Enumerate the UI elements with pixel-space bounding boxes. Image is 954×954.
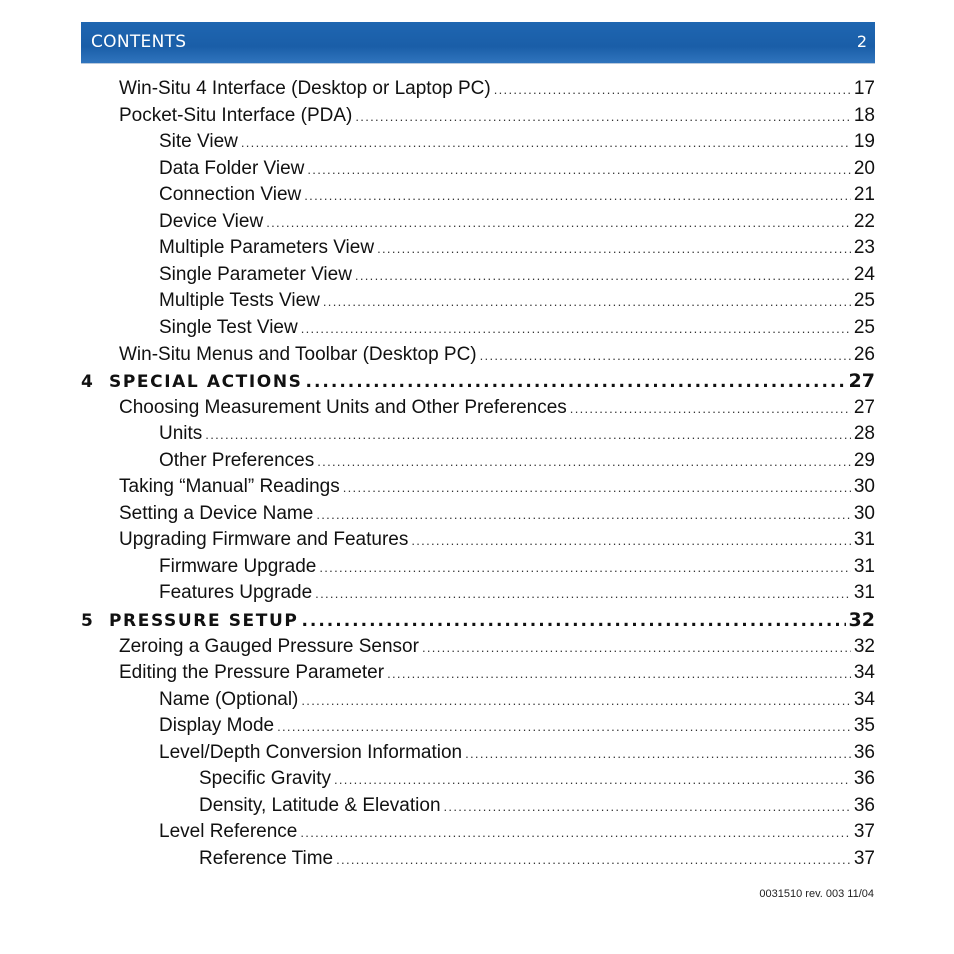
toc-entry-label: Reference Time (199, 848, 334, 869)
toc-page-number: 27 (853, 397, 875, 418)
toc-entry-label: Device View (159, 211, 264, 232)
dot-leader (205, 422, 851, 448)
dot-leader (422, 635, 851, 661)
toc-entry-row[interactable] (159, 315, 875, 341)
dot-leader (316, 502, 851, 528)
toc-entry-label: Multiple Parameters View (159, 237, 375, 258)
toc-entry-label: SPECIAL ACTIONS (109, 372, 303, 392)
dot-leader (319, 555, 851, 581)
toc-page-number: 36 (853, 768, 875, 789)
dot-leader (444, 794, 851, 820)
toc-page-number: 31 (853, 556, 875, 577)
dot-leader (301, 688, 850, 714)
header-page-number: 2 (856, 32, 867, 51)
dot-leader (343, 475, 851, 501)
toc-entry-label: Density, Latitude & Elevation (199, 795, 441, 816)
toc-entry-label: Single Test View (159, 317, 298, 338)
dot-leader (315, 581, 851, 607)
toc-entry-row[interactable] (159, 288, 875, 314)
toc-entry-row[interactable] (199, 846, 875, 872)
toc-page-number: 19 (853, 131, 875, 152)
toc-entry-label: Specific Gravity (199, 768, 331, 789)
toc-entry-label: Connection View (159, 184, 302, 205)
dot-leader (277, 714, 851, 740)
toc-entry-row[interactable] (199, 766, 875, 792)
toc-entry-row[interactable] (159, 182, 875, 208)
toc-page-number: 34 (853, 662, 875, 683)
contents-header (81, 22, 875, 63)
document-reference: 0031510 rev. 003 11/04 (759, 888, 874, 900)
toc-entry-label: Zeroing a Gauged Pressure Sensor (119, 636, 419, 657)
dot-leader (317, 449, 851, 475)
toc-entry-label: Other Preferences (159, 450, 315, 471)
dot-leader (494, 77, 851, 103)
dot-leader (334, 767, 851, 793)
toc-entry-row[interactable] (159, 448, 875, 474)
toc-page-number: 29 (853, 450, 875, 471)
toc-entry-row[interactable] (159, 235, 875, 261)
toc-entry-row[interactable] (199, 793, 875, 819)
toc-entry-row[interactable] (159, 129, 875, 155)
toc-page-number: 25 (853, 317, 875, 338)
toc-page-number: 30 (853, 503, 875, 524)
dot-leader (301, 608, 845, 634)
dot-leader (336, 847, 851, 873)
dot-leader (355, 263, 851, 289)
toc-section-row[interactable] (81, 368, 875, 394)
dot-leader (266, 210, 851, 236)
toc-entry-row[interactable] (119, 474, 875, 500)
toc-entry-row[interactable] (159, 819, 875, 845)
toc-entry-label: Win-Situ 4 Interface (Desktop or Laptop PC) (119, 78, 491, 99)
toc-entry-row[interactable] (119, 76, 875, 102)
toc-page-number: 35 (853, 715, 875, 736)
toc-page-number: 20 (853, 158, 875, 179)
toc-entry-row[interactable] (159, 580, 875, 606)
header-title: CONTENTS (91, 32, 187, 52)
toc-entry-row[interactable] (159, 554, 875, 580)
toc-entry-label: Level/Depth Conversion Information (159, 742, 463, 763)
toc-entry-row[interactable] (159, 156, 875, 182)
toc-page-number: 31 (853, 582, 875, 603)
toc-entry-row[interactable] (159, 687, 875, 713)
toc-entry-label: PRESSURE SETUP (109, 611, 299, 631)
toc-entry-row[interactable] (119, 395, 875, 421)
toc-page-number: 31 (853, 529, 875, 550)
dot-leader (480, 343, 851, 369)
dot-leader (387, 661, 851, 687)
toc-entry-label: Data Folder View (159, 158, 305, 179)
toc-page-number: 32 (848, 609, 875, 631)
toc-page-number: 17 (853, 78, 875, 99)
toc-entry-label: Display Mode (159, 715, 275, 736)
toc-page-number: 36 (853, 795, 875, 816)
toc-section-number: 5 (81, 611, 95, 631)
toc-entry-label: Multiple Tests View (159, 290, 320, 311)
toc-page-number: 22 (853, 211, 875, 232)
toc-entry-row[interactable] (119, 103, 875, 129)
toc-entry-row[interactable] (159, 209, 875, 235)
dot-leader (304, 183, 851, 209)
toc-entry-label: Features Upgrade (159, 582, 313, 603)
toc-entry-row[interactable] (159, 713, 875, 739)
toc-page-number: 37 (853, 848, 875, 869)
toc-page-number: 21 (853, 184, 875, 205)
toc-entry-row[interactable] (119, 527, 875, 553)
toc-page-number: 25 (853, 290, 875, 311)
dot-leader (307, 157, 850, 183)
toc-page-number: 27 (848, 370, 875, 392)
dot-leader (570, 396, 851, 422)
toc-entry-label: Site View (159, 131, 238, 152)
dot-leader (241, 130, 851, 156)
header-rule (81, 63, 875, 64)
toc-page-number: 30 (853, 476, 875, 497)
dot-leader (377, 236, 851, 262)
toc-entry-label: Name (Optional) (159, 689, 299, 710)
toc-entry-row[interactable] (119, 660, 875, 686)
toc-page-number: 24 (853, 264, 875, 285)
toc-entry-label: Units (159, 423, 203, 444)
toc-entry-label: Firmware Upgrade (159, 556, 317, 577)
toc-entry-label: Editing the Pressure Parameter (119, 662, 385, 683)
toc-page-number: 18 (853, 105, 875, 126)
toc-page-number: 37 (853, 821, 875, 842)
toc-entry-label: Win-Situ Menus and Toolbar (Desktop PC) (119, 344, 477, 365)
toc-page-number: 34 (853, 689, 875, 710)
toc-entry-label: Setting a Device Name (119, 503, 314, 524)
toc-page-number: 32 (853, 636, 875, 657)
dot-leader (306, 369, 846, 395)
toc-entry-row[interactable] (159, 421, 875, 447)
toc-entry-row[interactable] (119, 634, 875, 660)
toc-section-row[interactable] (81, 607, 875, 633)
toc-entry-row[interactable] (119, 501, 875, 527)
dot-leader (355, 104, 850, 130)
dot-leader (300, 820, 850, 846)
toc-entry-label: Single Parameter View (159, 264, 352, 285)
toc-entry-row[interactable] (159, 262, 875, 288)
dot-leader (411, 528, 851, 554)
toc-page-number: 23 (853, 237, 875, 258)
toc-section-number: 4 (81, 372, 95, 392)
dot-leader (301, 316, 851, 342)
toc-entry-row[interactable] (159, 740, 875, 766)
toc-entry-row[interactable] (119, 342, 875, 368)
toc-entry-label: Choosing Measurement Units and Other Preferences (119, 397, 567, 418)
toc-page-number: 36 (853, 742, 875, 763)
toc-entry-label: Pocket-Situ Interface (PDA) (119, 105, 353, 126)
dot-leader (465, 741, 851, 767)
dot-leader (323, 289, 851, 315)
toc-entry-label: Upgrading Firmware and Features (119, 529, 409, 550)
toc-page-number: 26 (853, 344, 875, 365)
toc-entry-label: Taking “Manual” Readings (119, 476, 340, 497)
toc-page-number: 28 (853, 423, 875, 444)
toc-entry-label: Level Reference (159, 821, 298, 842)
